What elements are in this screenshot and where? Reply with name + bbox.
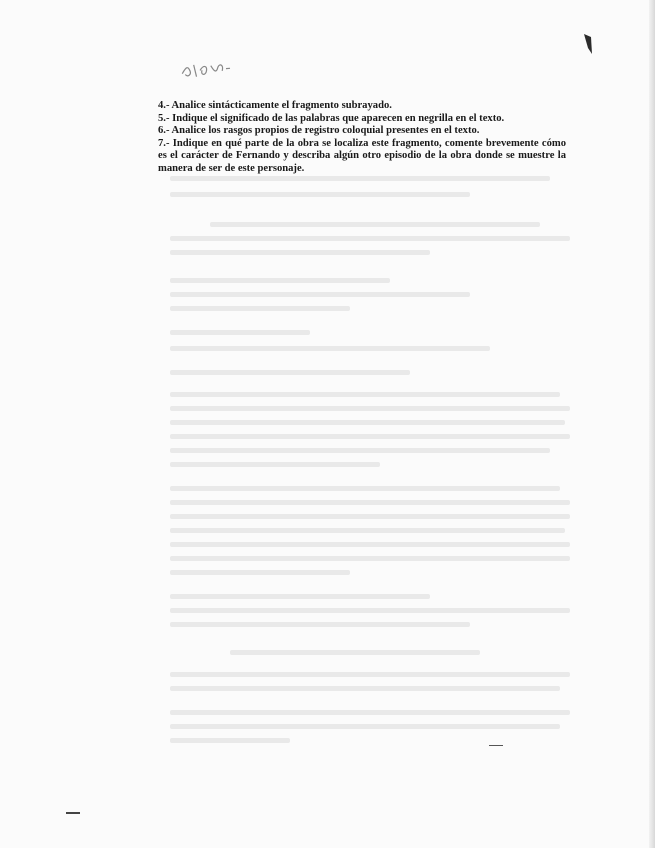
question-6: 6.- Analice los rasgos propios de registro coloquial presentes en el texto. [158, 125, 480, 137]
corner-smudge-mark [582, 34, 594, 56]
questions-list [158, 100, 566, 176]
question-5: 5.- Indique el significado de las palabras que aparecen en negrilla en el texto. [158, 112, 505, 124]
handwritten-note [177, 56, 234, 82]
page-edge-shadow [649, 0, 655, 848]
margin-mark [66, 812, 80, 814]
question-4: 4.- Analice sintácticamente el fragmento subrayado. [158, 100, 392, 111]
question-7: 7.- Indique en qué parte de la obra se localiza este fragmento, comente brevemente cómo es el carácter de Fernando y describa algún otro episodio de la obra donde se muestre la manera de ser de este personaje. [158, 137, 566, 174]
bleed-through-text [150, 170, 570, 750]
stray-dash-mark [489, 745, 503, 746]
